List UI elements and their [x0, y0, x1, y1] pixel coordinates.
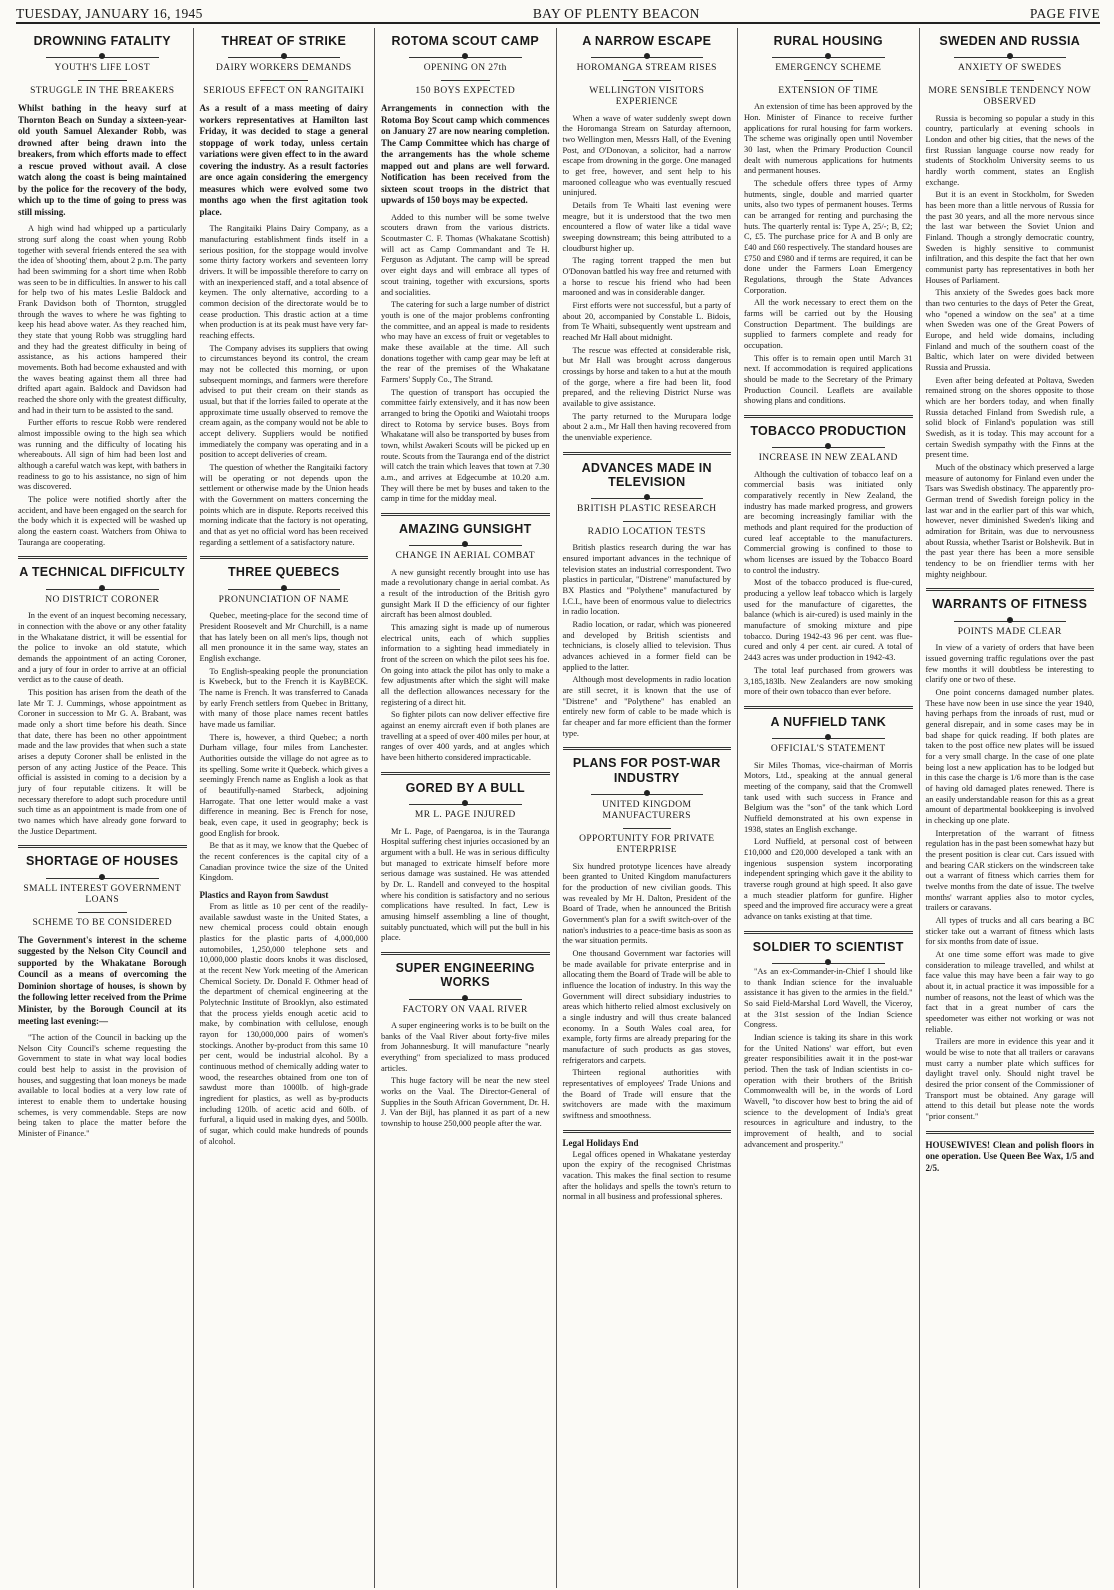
paragraph: This huge factory will be near the new steel works on the Vaal. The Director-General of Supplies in the South African Government, Dr. H. J. Van der Bijl, has planned it as part of a new township to house 250,000 people after the war. [381, 1076, 550, 1129]
paragraph: A new gunsight recently brought into use has made a revolutionary change in aerial combat. As a result of the introduction of the British gyro gunsight Mark II D the efficiency of our fighter aircraft has been almost doubled. [381, 567, 550, 620]
paragraph: The total leaf purchased from growers was 3,185,183lb. New Zealanders are now smoking more of their own tobacco than ever before. [744, 665, 913, 697]
paragraph: From as little as 10 per cent of the readily-available sawdust waste in the United States, a new chemical process could obtain enough plastics for the plastic parts of 4,000,000 automobiles, 1,250,000 telephone sets and 10,000,000 plastic doors knobs it was disclosed, at the recent New York meeting of the American Chemical Society. Dr. Donald F. Othmer head of the department of chemical engineering at the Polytechnic Institute of Brooklyn, also estimated that the process yields enough acetic acid to make, by combination with cellulose, enough rayon for 130,000,000 pairs of women's stockings. Another by-product from this same 10 per cent, would be industrial alcohol. By a continuous method of chemically adding water to wood, the researches obtained from one ton of sawdust more than 1000lb. of high-grade ingredient for plastics, as well as by-products including 120lb. of acetic acid and 60lb. of furfural, a liquid used in making dyes, and 500lb. of sugar, which could make hundreds of pounds of alcohol. [199, 902, 368, 1146]
headline-rule [46, 51, 159, 58]
paragraph: The question of whether the Rangitaiki factory will be operating or not depends upon the settlement or otherwise made by the Union heads with the Government on matters concerning the points which are in dispute. Reports received this morning indicate that the factory is not operating, and that as yet no official word has been received regarding a settlement of a satisfactory nature. [199, 463, 368, 547]
article-divider [18, 845, 187, 848]
paragraph: British plastics research during the war has ensured important advances in the technique of television states an industrial correspondent. Two plastics in particular, "Distrene" manufactured by BX Plastics and "Polythene" manufactured by I.C.I., have been of enormous value to dielectrics in radio location. [562, 543, 731, 617]
paragraph: All the work necessary to erect them on the farms will be carried out by the Housing Construction Department. The buildings are supplied to farmers complete and ready for occupation. [744, 298, 913, 350]
paragraph: But it is an event in Stockholm, for Sweden has been more than a little nervous of Russia for the past 30 years, and all the more nervous since the last war between the Soviet Union and Finland. Though a strongly democratic country, Sweden is highly sensitive to communist infiltration, and this despite the fact that her own communist party has representatives in both her Houses of Parliament. [925, 190, 1094, 285]
article [563, 34, 732, 444]
paragraph: A high wind had whipped up a particularly strong surf along the coast when young Robb together with several friends entered the sea with the idea of 'shooting' them, about 2 p.m. The party had been swimming for a short time when Robb was seen to be in difficulties. In answer to his call for help two of his mates Leslie Baldock and Frank Davidson both of Thornton, struggled through the waves to where he was fighting to keep his head above water. As they reached him, they state that young Robb was struggling hard and they had the greatest difficulty in being of assistance, as his actions hampered their movements. Both had become exhausted and with the waves beating against them all three had drifted apart again. Baldock and Davidson had reached the shore only with the greatest difficulty, and had in their turn to be assisted to the sand. [18, 224, 187, 415]
subheadline: RADIO LOCATION TESTS [587, 526, 706, 537]
paragraph: Much of the obstinacy which preserved a large measure of autonomy for Finland even under the Tsars was Swedish obstinacy. The apparently pro-German trend of Swedish foreign policy in the last war and in the earlier part of this war which, however, never diminished Sweden's liking and admiration for Britain, was due to nervousness about Russia, whether Tsarist or Bolshevik. But in the past year there has been a more sensible tendency to be on friendlier terms with her mighty neighbour. [925, 463, 1094, 579]
article [200, 556, 369, 1147]
paragraph: Even after being defeated at Poltava, Sweden remained strong on the shores opposite to those which are her borders today, and when finally Russia detached Finland from Swedish rule, a solid block of Finland's population was still Swedish, as it is today. This may account for a certain Swedish sympathy with the Finns at the present time. [925, 375, 1094, 460]
headline: A TECHNICAL DIFFICULTY [19, 565, 186, 580]
article [381, 34, 550, 505]
article [18, 34, 187, 548]
brief-title: Legal Holidays End [562, 1137, 639, 1148]
lead-paragraph: Whilst bathing in the heavy surf at Thornton Beach on Sunday a sixteen-year-old youth Samuel Alexander Robb, was drowned after being drawn into the breakers, from which efforts made to effect a rescue proved without avail. A close watch along the coast is being maintained by the police for the recovery of the body, which up to the time of going to press was still missing. [18, 103, 187, 217]
article-divider [744, 931, 913, 934]
headline: TOBACCO PRODUCTION [750, 423, 907, 438]
paragraph: "The action of the Council in backing up the Nelson City Council's scheme requesting the Government to state in what way local bodies could best help to assist in the provision of houses, and suggesting that loan moneys be made available to local bodies at a very low rate of interest to enable them to undertake housing schemes, is very commendable. Steps are now being taken to place the matter before the Minister of Finance." [18, 1033, 187, 1139]
article-divider [381, 772, 550, 775]
paragraph: The police were notified shortly after the accident, and have been engaged on the search for the body which it is expected will be washed up along the eastern coast. Watchers from Ohiwa to Tauranga are cooperating. [18, 495, 187, 547]
article-divider [381, 952, 550, 955]
headline-rule [954, 615, 1067, 622]
headline: THREAT OF STRIKE [221, 34, 347, 48]
lead-paragraph: As a result of a mass meeting of dairy workers representatives at Hamilton last Friday, it was decided to stage a general stoppage of work today, unless certain variations were given effect to in the award covering the industry. As a result factories are once again considering the emergency measures which were evolved some two months ago when the first agitation took place. [199, 103, 368, 217]
headline: A NARROW ESCAPE [582, 34, 712, 48]
paragraph: The rescue was effected at considerable risk, but Mr Hall was brought across dangerous crossings by horse and taken to a hut at the mouth of the gorge, where a fire had been lit, food prepared, and the relieving District Nurse was available to give assistance. [562, 345, 731, 409]
paragraph: A super engineering works is to be built on the banks of the Vaal River about forty-five miles from Johannesburg. It will manufacture "nearly everything" from specialized to mass produced articles. [381, 1021, 550, 1073]
subheadline: MORE SENSIBLE TENDENCY NOW OBSERVED [928, 85, 1092, 108]
subheadline: STRUGGLE IN THE BREAKERS [30, 85, 175, 96]
subheadline: BRITISH PLASTIC RESEARCH [577, 504, 717, 515]
headline-rule [409, 539, 522, 546]
paragraph: The party returned to the Murupara lodge about 2 a.m., Mr Hall then having recovered from the unenviable experience. [562, 411, 731, 443]
article [18, 556, 187, 837]
paragraph: Further efforts to rescue Robb were rendered almost impossible owing to the high sea which was running and the difficulty of locating his whereabouts. All sign of him had been lost and although a careful watch was kept, with bathers in readiness to go to his assistance, no sign of him was discovered. [18, 418, 187, 492]
paragraph: To English-speaking people the pronunciation is Kwebeck, but to the French it is KayBECK. The name is French. It was transferred to Canada by early French settlers from Quebec in Brittany, with many of those place names recent battles have made us familiar. [199, 666, 368, 729]
paragraph: The schedule offers three types of Army hutments, single, double and married quarter units, also two types of permanent houses. Terms can be arranged for renting and purchasing the huts. The quarterly rental is: Type A, 25/-; B, £2; C, £5. The purchase price for A and B only are £40 and £60 respectively. The standard houses are £750 and £980 and if terms are required, it can be done under the Farmers Loan Emergency Regulations, through the State Advances Corporation. [744, 178, 913, 295]
article [744, 706, 913, 923]
column [737, 28, 919, 1588]
headline: RURAL HOUSING [773, 34, 883, 48]
subheadline: NO DISTRICT CORONER [45, 594, 160, 605]
paragraph: Mr L. Page, of Paengaroa, is in the Tauranga Hospital suffering chest injuries occasioned by an argument with a bull. He was in serious difficulty but managed to extricate himself before more serious damage was sustained. He was attended by Dr. L. Randell and conveyed to the hospital where his condition is satisfactory and no serious complications have resulted. In fact, Lew is amusing himself assembling a line of thought, suitably punctuated, which will put the bull in his place. [381, 826, 550, 943]
article [744, 931, 913, 1151]
section-title: Plastics and Rayon from Sawdust [199, 890, 329, 901]
paragraph: Indian science is taking its share in this work for the United Nations' war effort, but even greater responsibilities await it in the post-war period. Then the task of Indian scientists in co-operation with their brothers of the British Commonwealth will be, in the words of Lord Wavell, "to discover how best to bring the aid of science to the development of India's great resources in agriculture and industry, to the improvement of health, and to social advancement and prosperity." [744, 1033, 913, 1149]
subheadline: CHANGE IN AERIAL COMBAT [395, 551, 535, 562]
paragraph: So fighter pilots can now deliver effective fire against an enemy aircraft even if both planes are travelling at a speed of over 400 miles per hour, at ranges of over 400 yards, and at angles which have been hitherto considered impracticable. [381, 710, 550, 763]
paragraph: Lord Nuffield, at personal cost of between £10,000 and £20,000 developed a tank with an ingenious suspension system incorporating independent springing which gave it the ability to traverse rough ground at high speed. It also gave a much steadier platform for gunfire. Higher speed and the improved fire accuracy were a great advance on tanks existing at that time. [744, 837, 913, 922]
paragraph: Thirteen regional authorities with representatives of employees' Trade Unions and the Board of Trade will ensure that the switchovers are made with the maximum swiftness and smoothness. [562, 1068, 731, 1121]
paragraph: Although the cultivation of tobacco leaf on a commercial basis was initiated only comparatively recently in New Zealand, the industry has made marked progress, and growers are becoming increasingly familiar with the methods and plant required for the production of cured leaf acceptable to the manufacturers. Commercial growing is confined to those to whom licenses are issued by the Tobacco Board to control the industry. [744, 469, 913, 575]
subheadline: SMALL INTEREST GOVERNMENT LOANS [23, 883, 182, 906]
headline-rule [46, 583, 159, 590]
article-divider [381, 513, 550, 516]
paragraph: One thousand Government war factories will be made available for private enterprise and in allocating them the Board of Trade will be able to influence the location of industry. In this way the Government will direct subsidiary industries to areas which hitherto relied almost exclusively on a single industry and will thus create balanced economy. In a South Wales coal area, for example, forty firms are already preparing for the manufacture of such products as gas stoves, refrigerators and carpets. [562, 949, 731, 1065]
subheadline: OPENING ON 27th [423, 63, 507, 74]
paragraph: This amazing sight is made up of numerous electrical units, each of which supplies information to a sighting head immediately in front of the screen on which the pilot sees his foe. On going into attack the pilot has only to make a few adjustments after which the sight will make all the deflection allowances necessary for the registering of a direct hit. [381, 623, 550, 707]
headline: GORED BY A BULL [405, 780, 525, 795]
subheadline: UNITED KINGDOM MANUFACTURERS [602, 800, 692, 822]
subheadline: YOUTH'S LIFE LOST [54, 63, 151, 74]
article [381, 952, 550, 1130]
subhead-rule [260, 80, 309, 81]
article [18, 845, 187, 1139]
paragraph: This anxiety of the Swedes goes back more than two centuries to the days of Peter the Great, who "opened a window on the sea" at a time when Sweden was one of the Great Powers of Europe, and held wide domains, including Finland and much of the southern coast of the Baltic, which later on were divided between Russia and Prussia. [925, 288, 1094, 372]
article-divider [744, 415, 913, 418]
headline-rule [409, 798, 522, 805]
paragraph: The question of transport has occupied the committee fairly extensively, and it has now been arranged to bring the Opotiki and Waiotahi troops direct to Rotoma by service buses. Boys from Whakatane will also be transported by buses from town, whilst Awakeri Scouts will be picked up en route. Scouts from the Tauranga end of the district will catch the train which leaves that town at 7.30 a.m., and arrives at Edgecumbe at 10.20 a.m. They will there be met by buses and taken to the camp in time for the midday meal. [381, 387, 550, 504]
subheadline: WELLINGTON VISITORS EXPERIENCE [589, 85, 705, 108]
paragraph: "As an ex-Commander-in-Chief I should like to thank Indian science for the invaluable assistance it has given to the armies in the field." So said Field-Marshal Lord Wavell, the Viceroy, at the 31st session of the Indian Science Congress. [744, 967, 913, 1030]
article [381, 772, 550, 944]
paragraph: Six hundred prototype licences have already been granted to United Kingdom manufacturers for the production of new civilian goods. This was revealed by Mr H. Dalton, President of the Board of Trade, when he announced the British Government's plan for a swift switch-over of the nation's industries to a peace-time basis as soon as the war situation permits. [562, 861, 732, 946]
paragraph: Although most developments in radio location are still secret, it is known that the use of "Distrene" and "Polythene" has enabled an entirely new form of cable to be made which is far cheaper and far more efficient than the former type. [562, 675, 731, 738]
paragraph: The catering for such a large number of district youth is one of the major problems confronting the committee, and an appeal is made to residents who may have an excess of fruit or vegetables to make these available at the time. All such donations together with camp gear may be left at the rear of the premises of the Whakatane Farmers' Supply Co., The Strand. [381, 300, 550, 384]
article [744, 415, 913, 698]
paragraph: Be that as it may, we know that the Quebec of the recent conferences is the capital city of a Canadian province twice the size of the United Kingdom. [199, 841, 368, 883]
article-divider [563, 452, 732, 455]
headline: AMAZING GUNSIGHT [398, 521, 532, 536]
headline-rule [591, 788, 704, 795]
headline-rule [591, 492, 704, 499]
paragraph: Radio location, or radar, which was pioneered and developed by British scientists and technicians, is closely allied to television. Thus advances achieved in a former field can be applied to the latter. [562, 619, 731, 672]
headline-rule [409, 993, 522, 1000]
article [926, 588, 1095, 1174]
paragraph: The Rangitaiki Plains Dairy Company, as a manufacturing establishment finds itself in a serious position, for the stoppage would involve some thirty factory workers and seventeen lorry drivers. It will be impossible therefore to carry on with an inexperienced staff, and a total absence of keymen. The only alternative, according to a common decision of the directorate would be to cease production. This drastic action at a time when production is at its peak must have very far-reaching effects. [199, 224, 368, 341]
paragraph: This position has arisen from the death of the late Mr T. J. Cummings, whose appointment as Coroner in succession to Mr G. A. Brabant, was made only a short time before his death. Since that date, there has been no other appointment made and the law provides that when such a state arises a deputy Coroner shall be enlisted in the person of any acting Justice of the Peace. This official is assisted in coming to a decision by a jury of four reputable citizens. It will be necessary therefore to adopt such procedure until such time as an appointment is made from one of two names which have already gone forward to the Justice Department. [18, 687, 187, 836]
column [193, 28, 375, 1588]
headline: A NUFFIELD TANK [770, 714, 887, 729]
subheadline: DAIRY WORKERS DEMANDS [215, 63, 352, 74]
subhead-rule [623, 521, 672, 522]
masthead [16, 0, 1100, 24]
article [563, 747, 732, 1203]
paper-title: BAY OF PLENTY BEACON [532, 6, 700, 21]
headline: SHORTAGE OF HOUSES [26, 854, 179, 869]
page-number: PAGE FIVE [1029, 6, 1100, 21]
headline: SWEDEN AND RUSSIA [939, 34, 1081, 48]
columns [16, 28, 1100, 1588]
headline-rule [772, 957, 885, 964]
paragraph: Quebec, meeting-place for the second time of President Roosevelt and Mr Churchill, is a name that has lately been on all men's lips, though not all men pronounce it in the same way, states an English exchange. [199, 611, 368, 663]
headline-rule [772, 51, 885, 58]
paragraph: In the event of an inquest becoming necessary, in connection with the above or any other fatality in the Whakatane district, it will be essential for the police to invoke an old statute, which demands the appointment of an acting Coroner, and a jury of four in order to arrive at an official verdict as to the cause of death. [18, 611, 187, 685]
lead-paragraph: Arrangements in connection with the Rotoma Boy Scout camp which commences on January 27 are now nearing completion. The Camp Committee which has charge of the arrangements has the whole scheme mapped out and plans are well forward. Notification has been received from the sixteen scout troops in the district that upwards of 150 boys may be expected. [381, 103, 550, 206]
subheadline: EMERGENCY SCHEME [775, 63, 882, 74]
lead-paragraph: The Government's interest in the scheme suggested by the Nelson City Council and supported by the Whakatane Borough Council as a means of overcoming the Dominion shortage of houses, is shown by the following letter received from the Prime Minister, by the Borough Council at its meeting last evening:— [18, 934, 187, 1026]
issue-date: TUESDAY, JANUARY 16, 1945 [16, 6, 203, 21]
headline: WARRANTS OF FITNESS [932, 597, 1088, 612]
article [381, 513, 550, 764]
subheadline: EXTENSION OF TIME [778, 85, 879, 96]
subheadline: MR L. PAGE INJURED [414, 810, 516, 821]
headline: ADVANCES MADE IN TELEVISION [581, 460, 712, 490]
paragraph: The Company advises its suppliers that owing to circumstances beyond its control, the cream may not be collected this morning, or upon subsequent mornings, and farmers were therefore advised to put their cream on their stands as usual, but that if the lorries failed to operate at the approximate time usually observed to remove the cream again, as the company would not be able to accept delivery. Suppliers would be notified immediately the company was operating and in a position to accept deliveries of cream. [199, 343, 368, 460]
paragraph: The raging torrent trapped the men but O'Donovan battled his way free and returned with a horse to rescue his friend who had been marooned and was in considerable danger. [562, 256, 731, 298]
subheadline: 150 BOYS EXPECTED [415, 85, 516, 96]
headline-rule [228, 51, 341, 58]
subhead-rule [623, 828, 672, 829]
headline-rule [228, 583, 341, 590]
paragraph: Sir Miles Thomas, vice-chairman of Morris Motors, Ltd., speaking at the annual general meeting of the company, said that the Cromwell tank used with such success in France and Belgium was the "son" of the tank which Lord Nuffield demonstrated at his own expense in 1938, states an English exchange. [744, 760, 913, 834]
article-divider [563, 1130, 732, 1133]
paragraph: First efforts were not successful, but a party of about 20, accompanied by Constable L. Bidois, from Te Whaiti, subsequently went upstream and reached Mr Hall about midnight. [562, 300, 731, 342]
subheadline: FACTORY ON VAAL RIVER [402, 1004, 528, 1015]
headline: PLANS FOR POST-WAR INDUSTRY [572, 756, 721, 785]
paragraph: Most of the tobacco produced is flue-cured, producing a yellow leaf tobacco which is largely used for the manufacture of cigarettes, the balance (which is air-cured) is used mainly in the manufacture of smoking mixture and pipe tobacco. During 1942-43 96 per cent. was flue-cured and only 4 per cent. air cured. A total of 2443 acres was under production in 1942-43. [744, 578, 913, 663]
column [374, 28, 556, 1588]
article-divider [926, 588, 1095, 591]
headline-rule [46, 872, 159, 879]
article-divider [18, 556, 187, 559]
article [200, 34, 369, 548]
paragraph: Trailers are more in evidence this year and it would be wise to note that all trailers or caravans must carry a number plate which suffices for daylight travel only. Should night travel be desired the prior consent of the Commissioner of Transport must be obtained. Any garage will attend to this detail but please note the words "prior consent." [925, 1037, 1094, 1122]
paragraph: Russia is becoming so popular a study in this country, particularly at evening schools in London and other big cities, that the news of the first Russian language course now ready for students of Stockholm University seems to us hardly worth comment, states an English exchange. [925, 113, 1094, 187]
headline: ROTOMA SCOUT CAMP [391, 34, 539, 48]
article [926, 34, 1095, 580]
headline: DROWNING FATALITY [33, 34, 171, 48]
headline-rule [954, 51, 1067, 58]
headline: THREE QUEBECS [227, 565, 340, 580]
paragraph: All types of trucks and all cars bearing a BC sticker take out a warrant of fitness which lasts for six months from date of issue. [925, 916, 1094, 947]
headline-rule [772, 732, 885, 739]
subheadline: POINTS MADE CLEAR [957, 626, 1062, 637]
paragraph: Interpretation of the warrant of fitness regulation has in the past been somewhat hazy but the present position is clear cut. Cars issued with and bearing CAR stickers on the windscreen take out a warrant of fitness which carries them for twelve months from the date of issue. The twelve months' warrant applies also to motor cycles, trailers or caravans. [925, 828, 1094, 913]
paragraph: An extension of time has been approved by the Hon. Minister of Finance to receive further applications for rural housing for farm workers. The scheme was originally open until November 30 last, when the Primary Production Council dealt with numerous applications for hutments and permanent houses. [744, 102, 913, 176]
paragraph: One point concerns damaged number plates. These have now been in use since the year 1940, having perhaps from the inroads of rust, mud or general disrepair, and in some cases may be in bad shape for quick reading. If both plates are taken to the post office new plates will be issued for a very small charge. In the case of one plate being lost a new application has to be lodged but in this case the charge is 1/6 more than is the case of having old damaged plates renewed. There is an easily understandable reason for this as a great amount of departmental bookkeeping is involved in checking up one plate. [925, 687, 1094, 825]
subheadline: ANXIETY OF SWEDES [957, 63, 1062, 74]
brief-text: Legal offices opened in Whakatane yesterday upon the expiry of the recognised Christmas vacation. This makes the final section to resume after the holidays and spells the town's return to normal in all business and professional spheres. [562, 1149, 731, 1202]
advertisement: HOUSEWIVES! Clean and polish floors in one operation. Use Queen Bee Wax, 1/5 and 2/5. [925, 1139, 1094, 1173]
subhead-rule [78, 912, 127, 913]
subheadline: PRONUNCIATION OF NAME [218, 594, 349, 605]
article-divider [926, 1131, 1095, 1134]
subheadline: SERIOUS EFFECT ON RANGITAIKI [203, 85, 365, 96]
subhead-rule [441, 80, 490, 81]
paragraph: When a wave of water suddenly swept down the Horomanga Stream on Saturday afternoon, two Wellington men, Messrs Hall, of the Evening Post, and O'Donovan, a solicitor, had a narrow escape from drowning in the gorge. One managed to get free, however, and sent help to his marooned colleague who was eventually rescued uninjured. [562, 113, 731, 198]
article [744, 34, 913, 407]
paragraph: Details from Te Whaiti last evening were meagre, but it is understood that the two men encountered a flow of water like a tidal wave sweeping downstream; this being attributed to a cloudburst higher up. [562, 200, 731, 253]
subheadline: OFFICIAL'S STATEMENT [770, 744, 886, 755]
paragraph: In view of a variety of orders that have been issued governing traffic regulations over the past few months it will doubtless be interesting to clarify one or two of these. [925, 643, 1094, 685]
paragraph: At one time some effort was made to give consideration to mileage travelled, and whilst at face value this may have been a fair way to go about it, in actual practice it was impossible for a number of reasons, not the least of which was the fact that in a great number of cars the speedometer was either not working or was not reliable. [925, 950, 1094, 1034]
article [563, 452, 732, 740]
subheadline: OPPORTUNITY FOR PRIVATE ENTERPRISE [579, 833, 715, 856]
headline: SUPER ENGINEERING WORKS [395, 960, 535, 990]
subheadline: INCREASE IN NEW ZEALAND [758, 453, 898, 464]
subhead-rule [78, 80, 127, 81]
headline-rule [409, 51, 522, 58]
column [556, 28, 738, 1588]
paragraph: There is, however, a third Quebec; a north Durham village, four miles from Lanchester. Authorities outside the village do not agree as to its spelling. Some write it Quebeck. which gives a seemingly French name as English a look as that of beautifully-named Starbeck, adjoining Harrogate. That one letter would make a vast difference in meaning. Bec is French for nose, beak, even cape, it used in geography; beck is good English for brook. [199, 732, 368, 838]
subhead-rule [986, 80, 1035, 81]
paragraph: This offer is to remain open until March 31 next. If accommodation is required applications should be made to the Secretary of the Primary Production Council. Leaflets are available showing plans and conditions. [744, 353, 913, 406]
subhead-rule [804, 80, 853, 81]
column [16, 28, 193, 1588]
column [919, 28, 1101, 1588]
subheadline: SCHEME TO BE CONSIDERED [32, 917, 172, 928]
article-divider [200, 556, 369, 559]
article-divider [744, 706, 913, 709]
subhead-rule [623, 80, 672, 81]
headline: SOLDIER TO SCIENTIST [752, 939, 904, 954]
headline-rule [591, 51, 704, 58]
headline-rule [772, 441, 885, 448]
article-divider [563, 747, 732, 750]
paragraph: Added to this number will be some twelve scouters drawn from the various districts. Scoutmaster C. F. Thomas (Whakatane Scottish) will act as Camp Commandant and Te H. Ferguson as Adjutant. The camp will be spread over eight days and will embrace all types of scout training, together with excursions, sports and socialities. [381, 212, 550, 297]
subheadline: HOROMANGA STREAM RISES [576, 63, 717, 74]
